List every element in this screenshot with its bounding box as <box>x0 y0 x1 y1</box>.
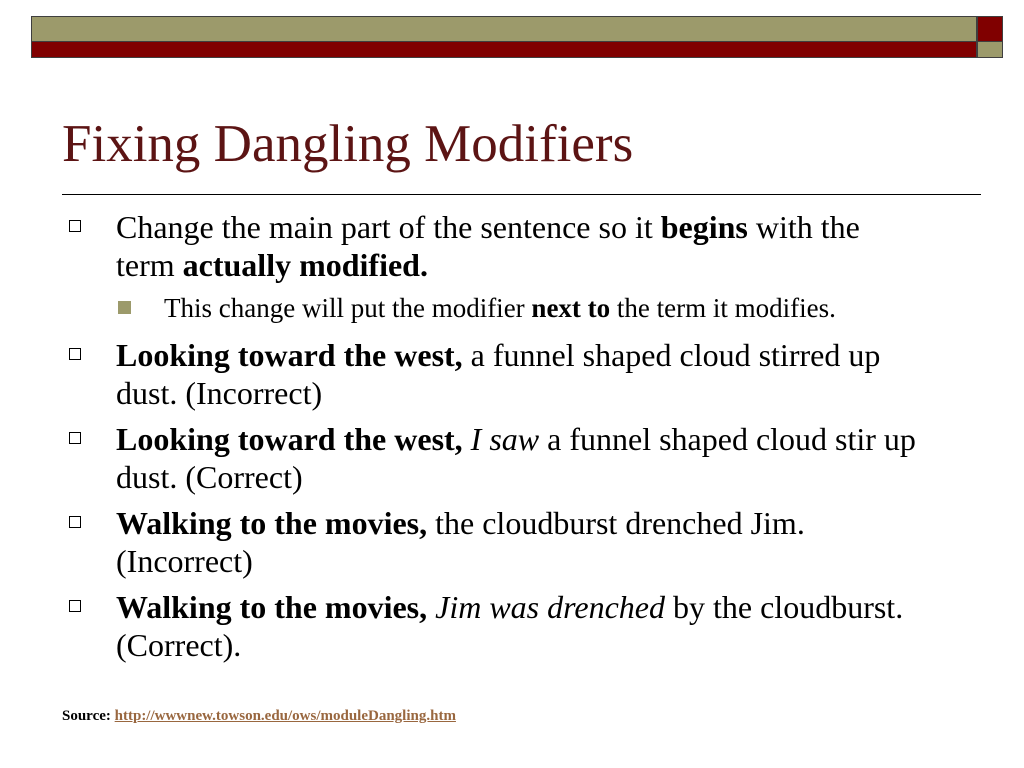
bullet-text-bold: Walking to the movies, <box>116 589 428 625</box>
slide-title: Fixing Dangling Modifiers <box>62 115 634 173</box>
bullet-text-bold: begins <box>660 209 748 245</box>
sub-bullet-text-bold: next to <box>531 293 611 323</box>
hollow-square-bullet-icon <box>69 516 81 528</box>
bullet-item <box>116 336 916 412</box>
bullet-item <box>116 504 916 580</box>
top-band-maroon <box>31 42 977 58</box>
bullet-text-bold: Looking toward the west, <box>116 421 463 457</box>
bullet-text: with the term <box>116 209 860 283</box>
sub-bullet-text: the term it modifies. <box>610 293 836 323</box>
bullet-text: by the cloudburst. (Correct). <box>116 589 904 663</box>
bullet-text: a funnel shaped cloud stir up dust. (Correct) <box>116 421 916 495</box>
sub-bullet-text: This change will put the modifier <box>164 293 532 323</box>
bullet-item <box>116 588 916 664</box>
bullet-item <box>116 208 916 284</box>
source-label: Source: <box>62 708 115 724</box>
corner-block-olive <box>977 42 1003 58</box>
hollow-square-bullet-icon <box>69 220 81 232</box>
filled-square-bullet-icon <box>118 301 131 314</box>
source-citation <box>62 708 456 725</box>
source-link[interactable]: http://wwwnew.towson.edu/ows/moduleDangling.htm <box>114 708 456 724</box>
hollow-square-bullet-icon <box>69 600 81 612</box>
bullet-text-bold: Looking toward the west, <box>116 337 463 373</box>
bullet-text: a funnel shaped cloud stirred up dust. (Incorrect) <box>116 337 881 411</box>
top-band-olive <box>31 16 977 42</box>
hollow-square-bullet-icon <box>69 432 81 444</box>
hollow-square-bullet-icon <box>69 348 81 360</box>
bullet-text-bold: Walking to the movies, <box>116 505 428 541</box>
corner-block-maroon <box>977 16 1003 42</box>
bullet-text-italic: I saw <box>470 421 540 457</box>
bullet-item <box>116 420 916 496</box>
slide-body <box>0 208 1024 672</box>
sub-bullet-item <box>164 292 904 324</box>
bullet-text-bold: actually modified. <box>182 247 428 283</box>
title-divider <box>62 194 981 195</box>
bullet-text: the cloudburst drenched Jim. (Incorrect) <box>116 505 805 579</box>
bullet-text: Change the main part of the sentence so it <box>116 209 661 245</box>
bullet-text-italic: Jim was drenched <box>435 589 665 625</box>
